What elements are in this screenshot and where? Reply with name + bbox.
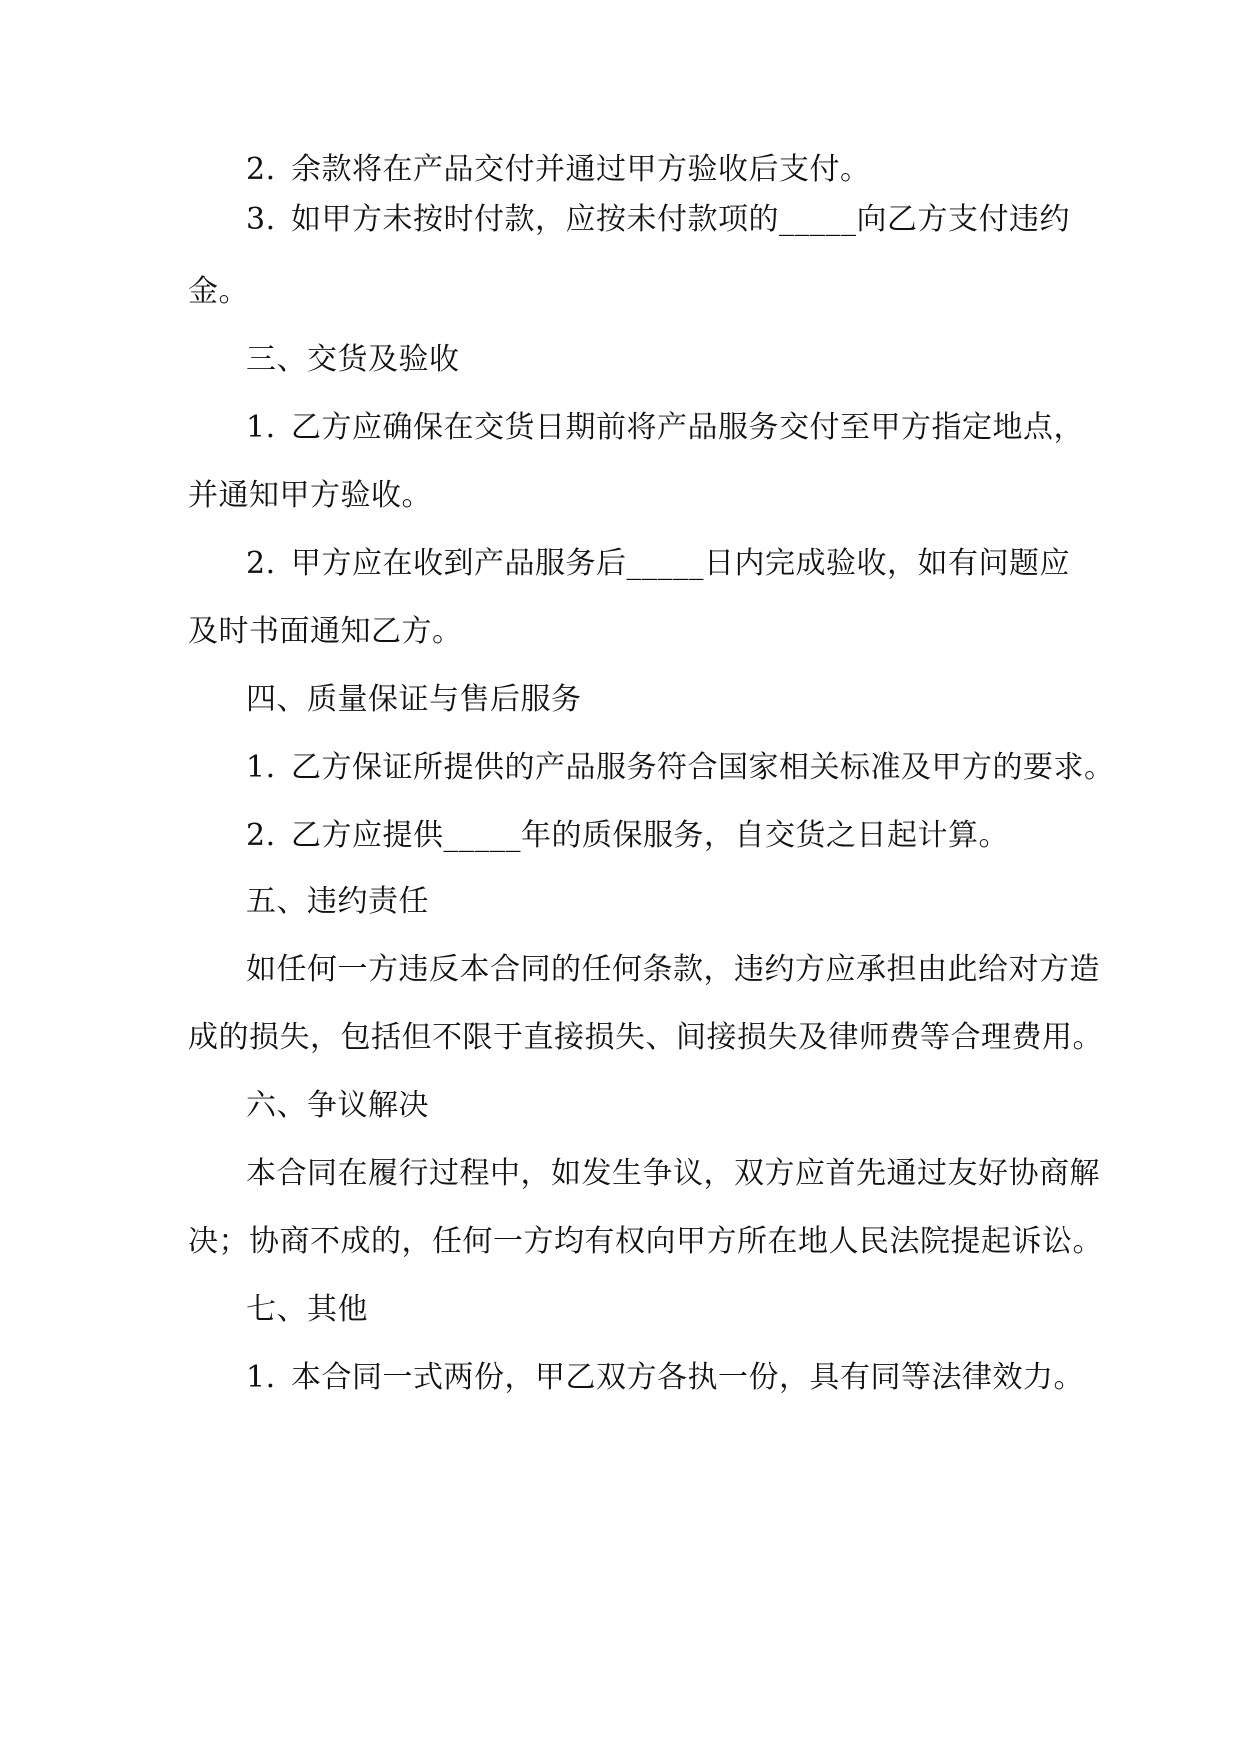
item-number: 3. [246, 202, 276, 237]
section-heading-dispute [246, 1086, 429, 1126]
paragraph-text: 决；协商不成的，任何一方均有权向甲方所在地人民法院提起诉讼。 [188, 1224, 1103, 1259]
item-number: 2. [246, 152, 276, 187]
item-number: 2. [246, 546, 276, 581]
item-text: 如甲方未按时付款，应按未付款项的_____向乙方支付违约 [291, 202, 1070, 237]
item-text: 乙方应提供_____年的质保服务，自交货之日起计算。 [291, 818, 1009, 853]
heading-text: 七、其他 [246, 1292, 368, 1327]
clause-continuation [188, 272, 249, 312]
item-text: 甲方应在收到产品服务后_____日内完成验收，如有问题应 [291, 546, 1070, 581]
clause-item-2-balance-payment [246, 150, 871, 190]
clause-continuation [188, 476, 432, 516]
item-number: 2. [246, 818, 276, 853]
paragraph-continuation [188, 1018, 1103, 1058]
item-number: 1. [246, 1360, 276, 1395]
item-number: 1. [246, 410, 276, 445]
item-text: 乙方保证所提供的产品服务符合国家相关标准及甲方的要求。 [291, 750, 1115, 785]
clause-item-2-warranty [246, 816, 1009, 856]
paragraph-text: 如任何一方违反本合同的任何条款，违约方应承担由此给对方造 [246, 952, 1100, 987]
section-heading-other [246, 1290, 368, 1330]
paragraph-liability [246, 950, 1100, 990]
item-text: 余款将在产品交付并通过甲方验收后支付。 [291, 152, 871, 187]
item-number: 1. [246, 750, 276, 785]
item-text: 乙方应确保在交货日期前将产品服务交付至甲方指定地点， [291, 410, 1084, 445]
section-heading-delivery [246, 340, 460, 380]
section-heading-liability [246, 882, 429, 922]
heading-text: 三、交货及验收 [246, 342, 460, 377]
paragraph-text: 本合同在履行过程中，如发生争议，双方应首先通过友好协商解 [246, 1156, 1100, 1191]
item-text: 及时书面通知乙方。 [188, 614, 463, 649]
clause-item-3-late-payment [246, 200, 1070, 240]
heading-text: 五、违约责任 [246, 884, 429, 919]
item-text: 并通知甲方验收。 [188, 478, 432, 513]
paragraph-text: 成的损失，包括但不限于直接损失、间接损失及律师费等合理费用。 [188, 1020, 1103, 1055]
item-text: 金。 [188, 274, 249, 309]
clause-item-1-delivery [246, 408, 1084, 448]
paragraph-continuation [188, 1222, 1103, 1262]
clause-item-1-copies [246, 1358, 1084, 1398]
clause-item-1-quality [246, 748, 1115, 788]
section-heading-quality [246, 680, 582, 720]
heading-text: 六、争议解决 [246, 1088, 429, 1123]
item-text: 本合同一式两份，甲乙双方各执一份，具有同等法律效力。 [291, 1360, 1084, 1395]
clause-continuation [188, 612, 463, 652]
clause-item-2-acceptance [246, 544, 1070, 584]
heading-text: 四、质量保证与售后服务 [246, 682, 582, 717]
paragraph-dispute [246, 1154, 1100, 1194]
